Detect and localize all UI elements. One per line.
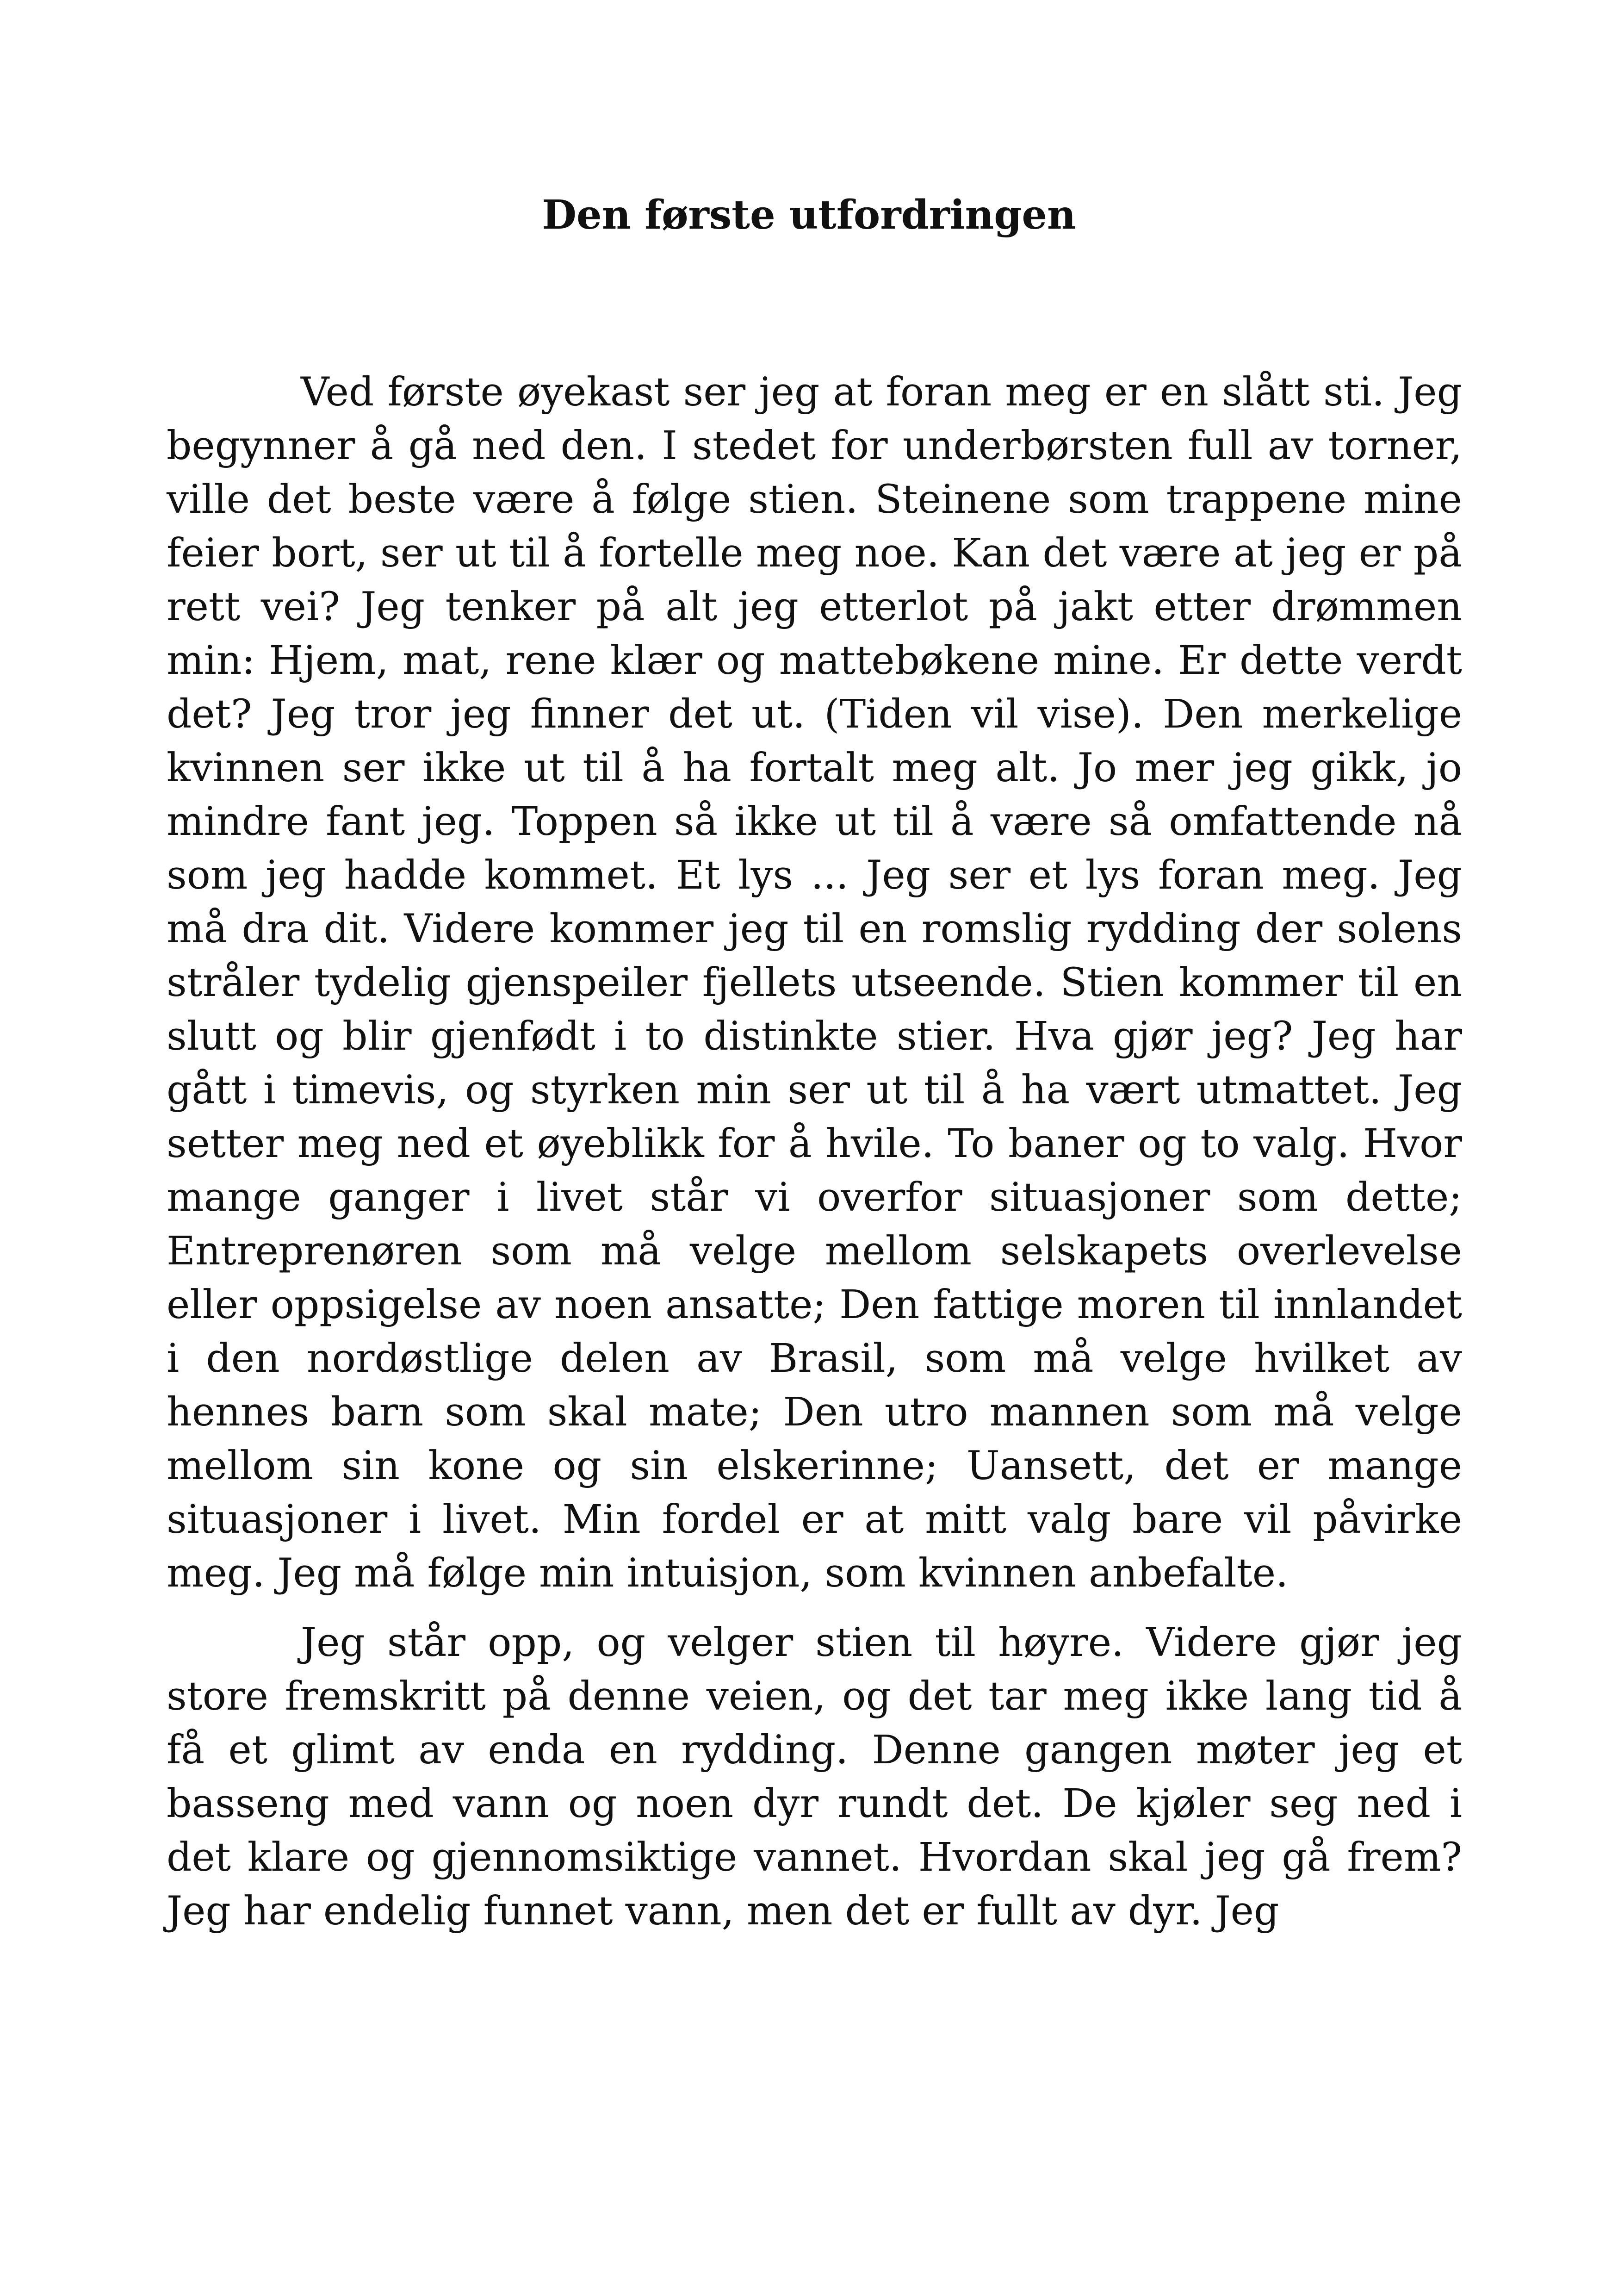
paragraph: Ved første øyekast ser jeg at foran meg er en slått sti. Jeg begynner å gå ned den. I stedet for underbørsten full av torner, ville det beste være å følge stien. Steinene som trappene mine feier bort, ser ut til å fortelle meg noe. Kan det være at jeg er på rett vei? Jeg tenker på alt jeg etterlot på jakt etter drømmen min: Hjem, mat, rene klær og mattebøkene mine. Er dette verdt det? Jeg tror jeg finner det ut. (Tiden vil vise). Den merkelige kvinnen ser ikke ut til å ha fortalt meg alt. Jo mer jeg gikk, jo mindre fant jeg. Toppen så ikke ut til å være så omfattende nå som jeg hadde kommet. Et lys ... Jeg ser et lys foran meg. Jeg må dra dit. Videre kommer jeg til en romslig rydding der solens stråler tydelig gjenspeiler fjellets utseende. Stien kommer til en slutt og blir gjenfødt i to distinkte stier. Hva gjør jeg? Jeg har gått i timevis, og styrken min ser ut til å ha vært utmattet. Jeg setter meg ned et øyeblikk for å hvile. To baner og to valg. Hvor mange ganger i livet står vi overfor situasjoner som dette; Entreprenøren som må velge mellom selskapets overlevelse eller oppsigelse av noen ansatte; Den fattige moren til innlandet i den nordøstlige delen av Brasil, som må velge hvilket av hennes barn som skal mate; Den utro mannen som må velge mellom sin kone og sin elskerinne; Uansett, det er mange situasjoner i livet. Min fordel er at mitt valg bare vil påvirke meg. Jeg må følge min intuisjon, som kvinnen anbefalte.: [167, 369, 1462, 1596]
document-body: [167, 366, 1462, 1934]
paragraph: Jeg står opp, og velger stien til høyre. Videre gjør jeg store fremskritt på denne veien, og det tar meg ikke lang tid å få et glimt av enda en rydding. Denne gangen møter jeg et basseng med vann og noen dyr rundt det. De kjøler seg ned i det klare og gjennomsiktige vannet. Hvordan skal jeg gå frem? Jeg har endelig funnet vann, men det er fullt av dyr. Jeg: [167, 1620, 1462, 1934]
page-title: Den første utfordringen: [542, 192, 1076, 238]
